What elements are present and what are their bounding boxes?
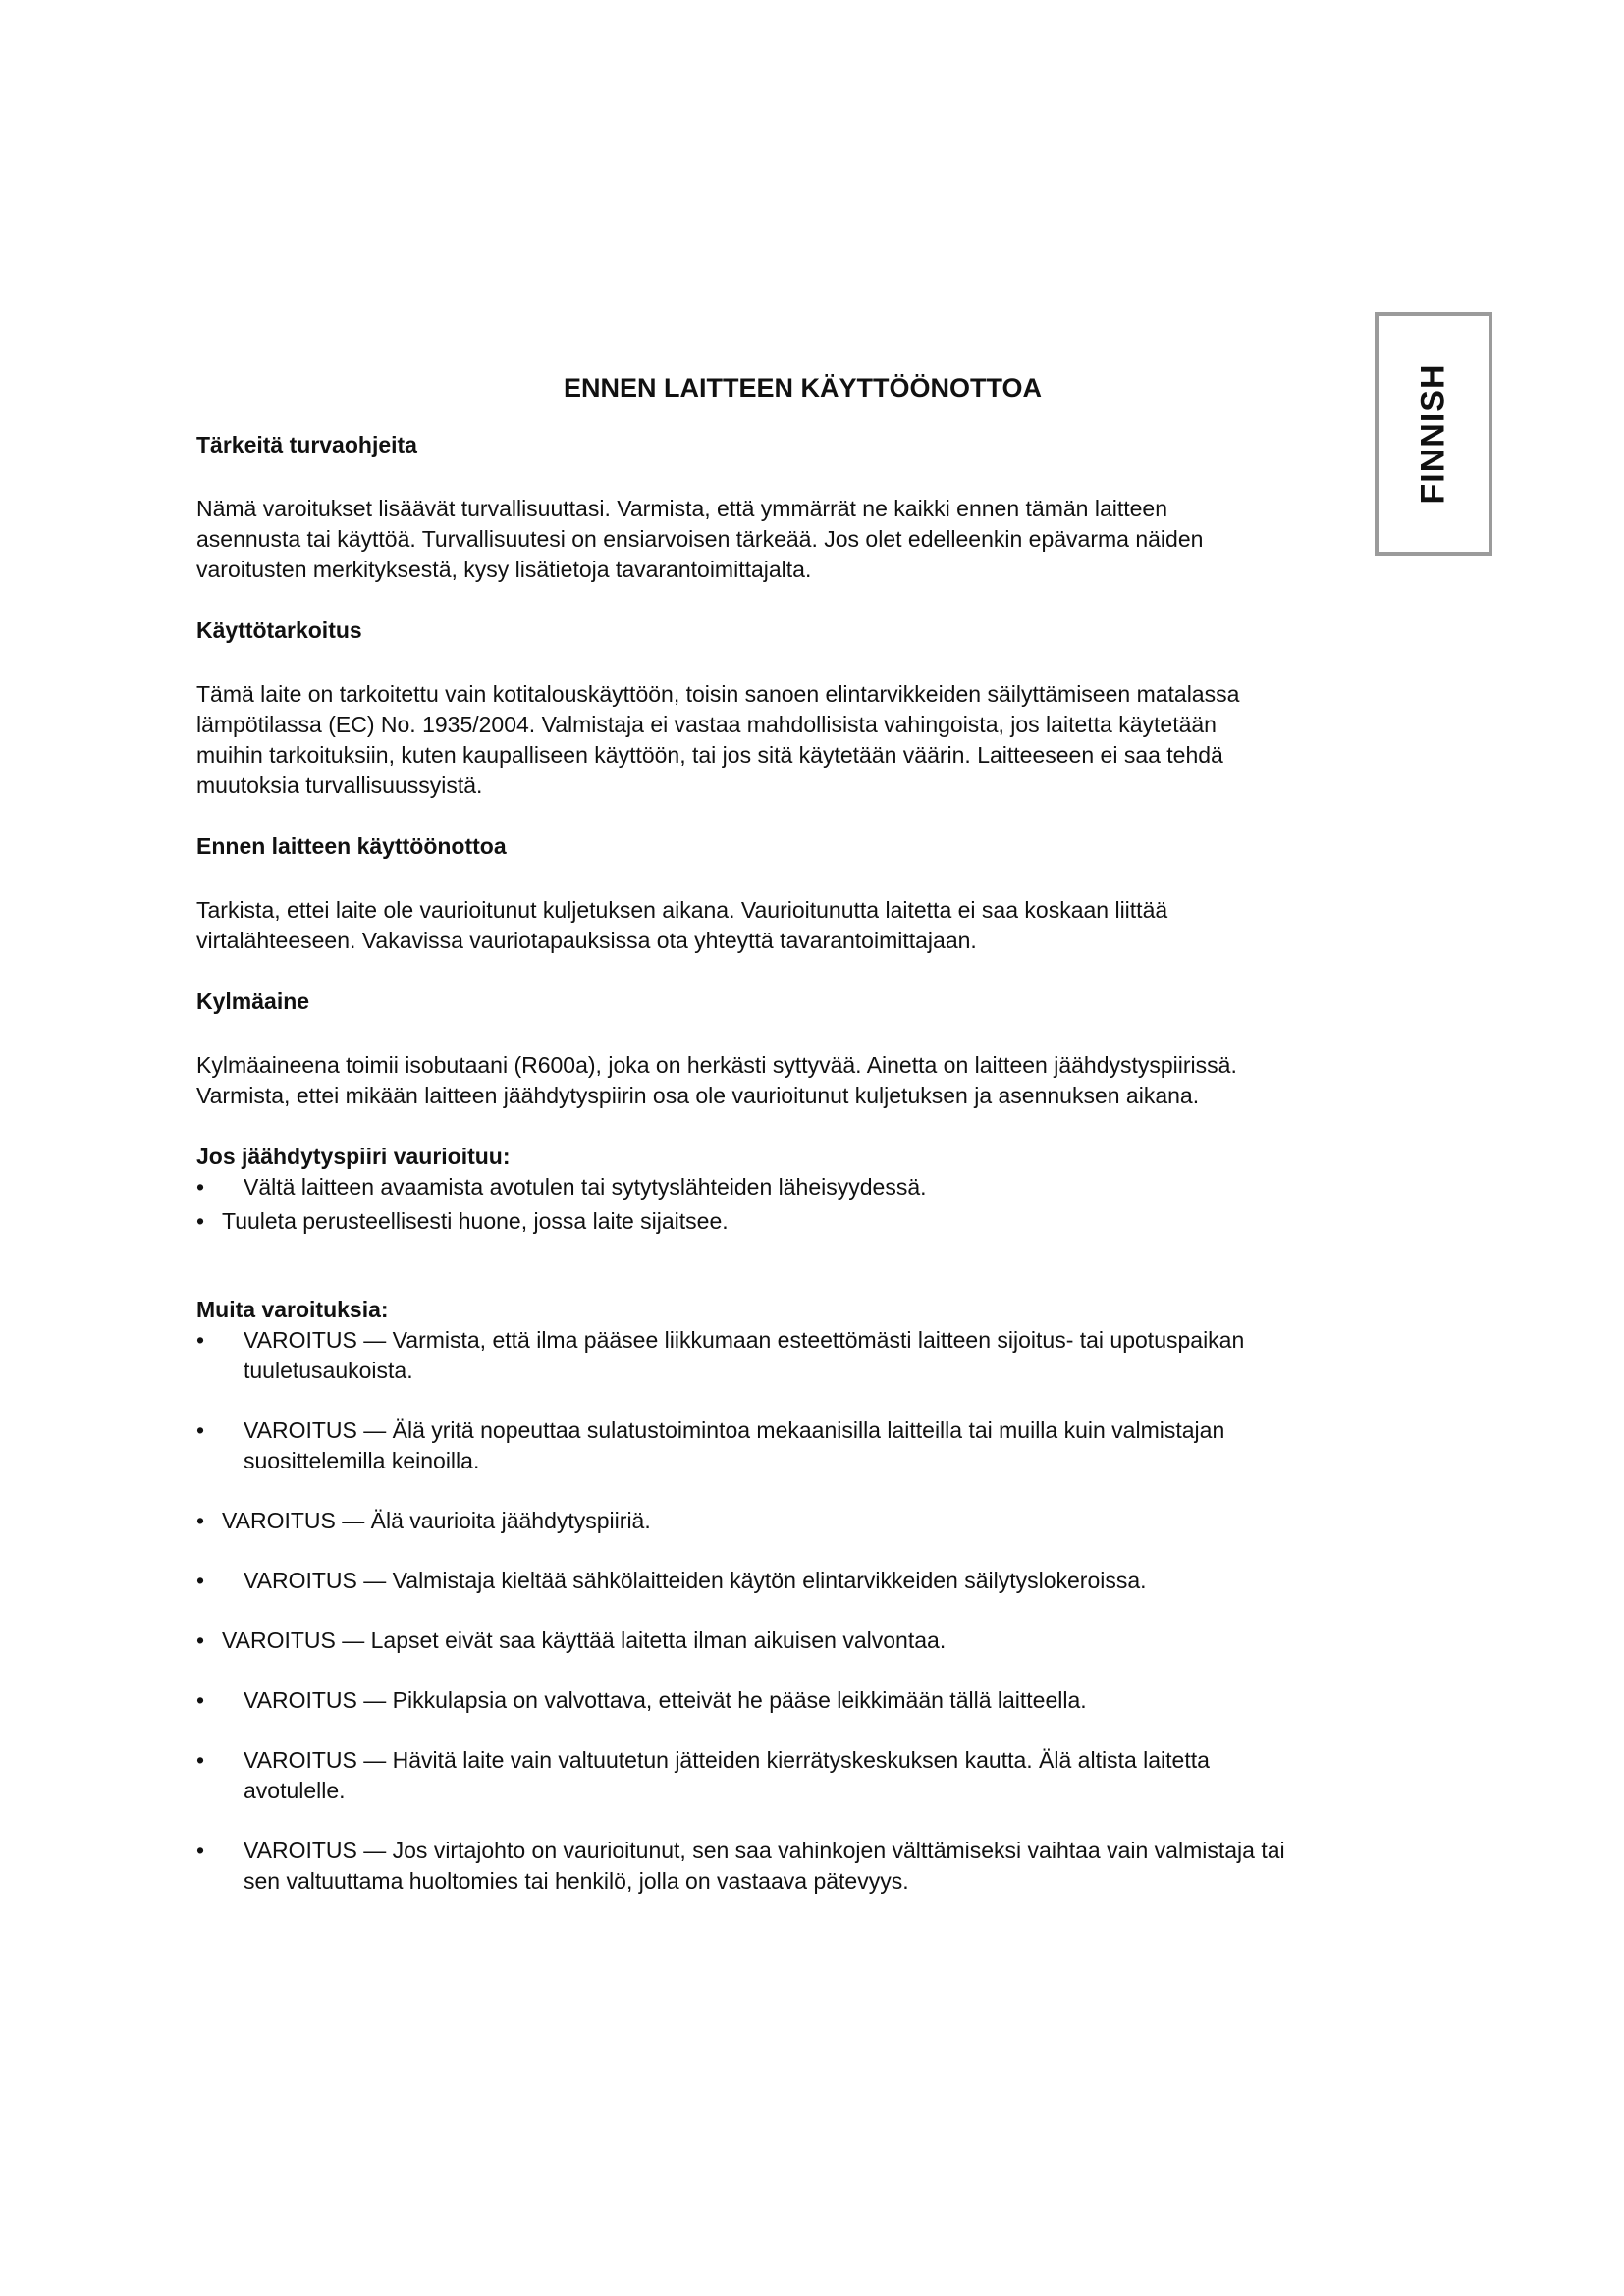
list-item-text: VAROITUS — Älä vaurioita jäähdytyspiiriä. — [222, 1508, 651, 1533]
section-text-before-use: Tarkista, ettei laite ole vaurioitunut kuljetuksen aikana. Vaurioitunutta laitetta ei saa koskaan liittää virtalähteeseen. Vakavissa vauriotapauksissa ota yhteyttä tavarantoimittajaan. — [196, 897, 1168, 953]
bullet-icon: • — [196, 1838, 205, 1863]
bullet-icon: • — [196, 1747, 205, 1773]
list-item — [196, 1836, 1453, 1896]
section-text-safety: Nämä varoitukset lisäävät turvallisuuttasi. Varmista, että ymmärrät ne kaikki ennen tämän laitteen asennusta tai käyttöä. Turvallisuutesi on ensiarvoisen tärkeää. Jos olet edelleenkin epävarma näiden varoitusten merkityksestä, kysy lisätietoja tavarantoimittajalta. — [196, 496, 1204, 582]
list-item-text: VAROITUS — Älä yritä nopeuttaa sulatustoimintoa mekaanisilla laitteilla tai muilla kuin valmistajan suosittelemilla keinoilla. — [244, 1417, 1225, 1473]
bullet-icon: • — [196, 1174, 205, 1200]
list-item — [196, 1325, 1453, 1386]
section-heading-intended-use: Käyttötarkoitus — [196, 617, 362, 643]
section-text-intended-use: Tämä laite on tarkoitettu vain kotitalouskäyttöön, toisin sanoen elintarvikkeiden säilyttämiseen matalassa lämpötilassa (EC) No. 1935/2004. Valmistaja ei vastaa mahdollisista vahingoista, jos laitetta käytetään muihin tarkoituksiin, kuten kaupalliseen käyttöön, tai jos sitä käytetään väärin. Laitteeseen ei saa tehdä muutoksia turvallisuussyistä. — [196, 681, 1240, 798]
list-item — [196, 1172, 1453, 1202]
bullet-icon: • — [196, 1568, 205, 1593]
language-tab-label: FINNISH — [1414, 363, 1452, 505]
list-item-text: Tuuleta perusteellisesti huone, jossa laite sijaitsee. — [222, 1208, 729, 1234]
list-item — [196, 1745, 1453, 1806]
list-item — [196, 1415, 1453, 1476]
document-body — [196, 429, 1453, 1896]
section-before-use — [196, 830, 1453, 956]
hazard-list — [196, 1172, 1453, 1237]
section-warnings — [196, 1294, 1453, 1896]
bullet-icon: • — [196, 1208, 205, 1234]
list-item-text: VAROITUS — Lapset eivät saa käyttää laitetta ilman aikuisen valvontaa. — [222, 1628, 947, 1653]
list-item-text: VAROITUS — Jos virtajohto on vaurioitunut, sen saa vahinkojen välttämiseksi vaihtaa vain valmistaja tai sen valtuuttama huoltomies tai henkilö, jolla on vastaava pätevyys. — [244, 1838, 1285, 1894]
section-heading-warnings: Muita varoituksia: — [196, 1297, 389, 1322]
bullet-icon: • — [196, 1417, 205, 1443]
section-heading-refrigerant: Kylmäaine — [196, 988, 310, 1014]
warnings-list — [196, 1325, 1453, 1896]
list-item — [196, 1685, 1453, 1716]
section-heading-hazard: Jos jäähdytyspiiri vaurioituu: — [196, 1144, 511, 1169]
bullet-icon: • — [196, 1687, 205, 1713]
list-item-text: VAROITUS — Varmista, että ilma pääsee liikkumaan esteettömästi laitteen sijoitus- tai upotuspaikan tuuletusaukoista. — [244, 1327, 1245, 1383]
list-item — [196, 1626, 1453, 1656]
list-item-text: VAROITUS — Pikkulapsia on valvottava, etteivät he pääse leikkimään tällä laitteella. — [244, 1687, 1087, 1713]
list-item-text: Vältä laitteen avaamista avotulen tai sytytyslähteiden läheisyydessä. — [244, 1174, 927, 1200]
bullet-icon: • — [196, 1508, 205, 1533]
section-refrigerant — [196, 986, 1453, 1111]
page-title: ENNEN LAITTEEN KÄYTTÖÖNOTTOA — [564, 373, 1043, 402]
section-hazard — [196, 1141, 1453, 1237]
section-heading-safety: Tärkeitä turvaohjeita — [196, 432, 417, 457]
section-intended-use — [196, 614, 1453, 801]
section-text-refrigerant: Kylmäaineena toimii isobutaani (R600a), joka on herkästi syttyvää. Ainetta on laitteen jäähdystyspiirissä. Varmista, ettei mikään laitteen jäähdytyspiirin osa ole vaurioitunut kuljetuksen ja asennuksen aikana. — [196, 1052, 1237, 1108]
bullet-icon: • — [196, 1327, 205, 1353]
list-item — [196, 1506, 1453, 1536]
bullet-icon: • — [196, 1628, 205, 1653]
list-item — [196, 1566, 1453, 1596]
list-item-text: VAROITUS — Hävitä laite vain valtuutetun jätteiden kierrätyskeskuksen kautta. Älä altista laitetta avotulelle. — [244, 1747, 1210, 1803]
section-heading-before-use: Ennen laitteen käyttöönottoa — [196, 833, 507, 859]
section-safety — [196, 429, 1453, 585]
list-item — [196, 1206, 1453, 1237]
list-item-text: VAROITUS — Valmistaja kieltää sähkölaitteiden käytön elintarvikkeiden säilytyslokeroissa. — [244, 1568, 1147, 1593]
